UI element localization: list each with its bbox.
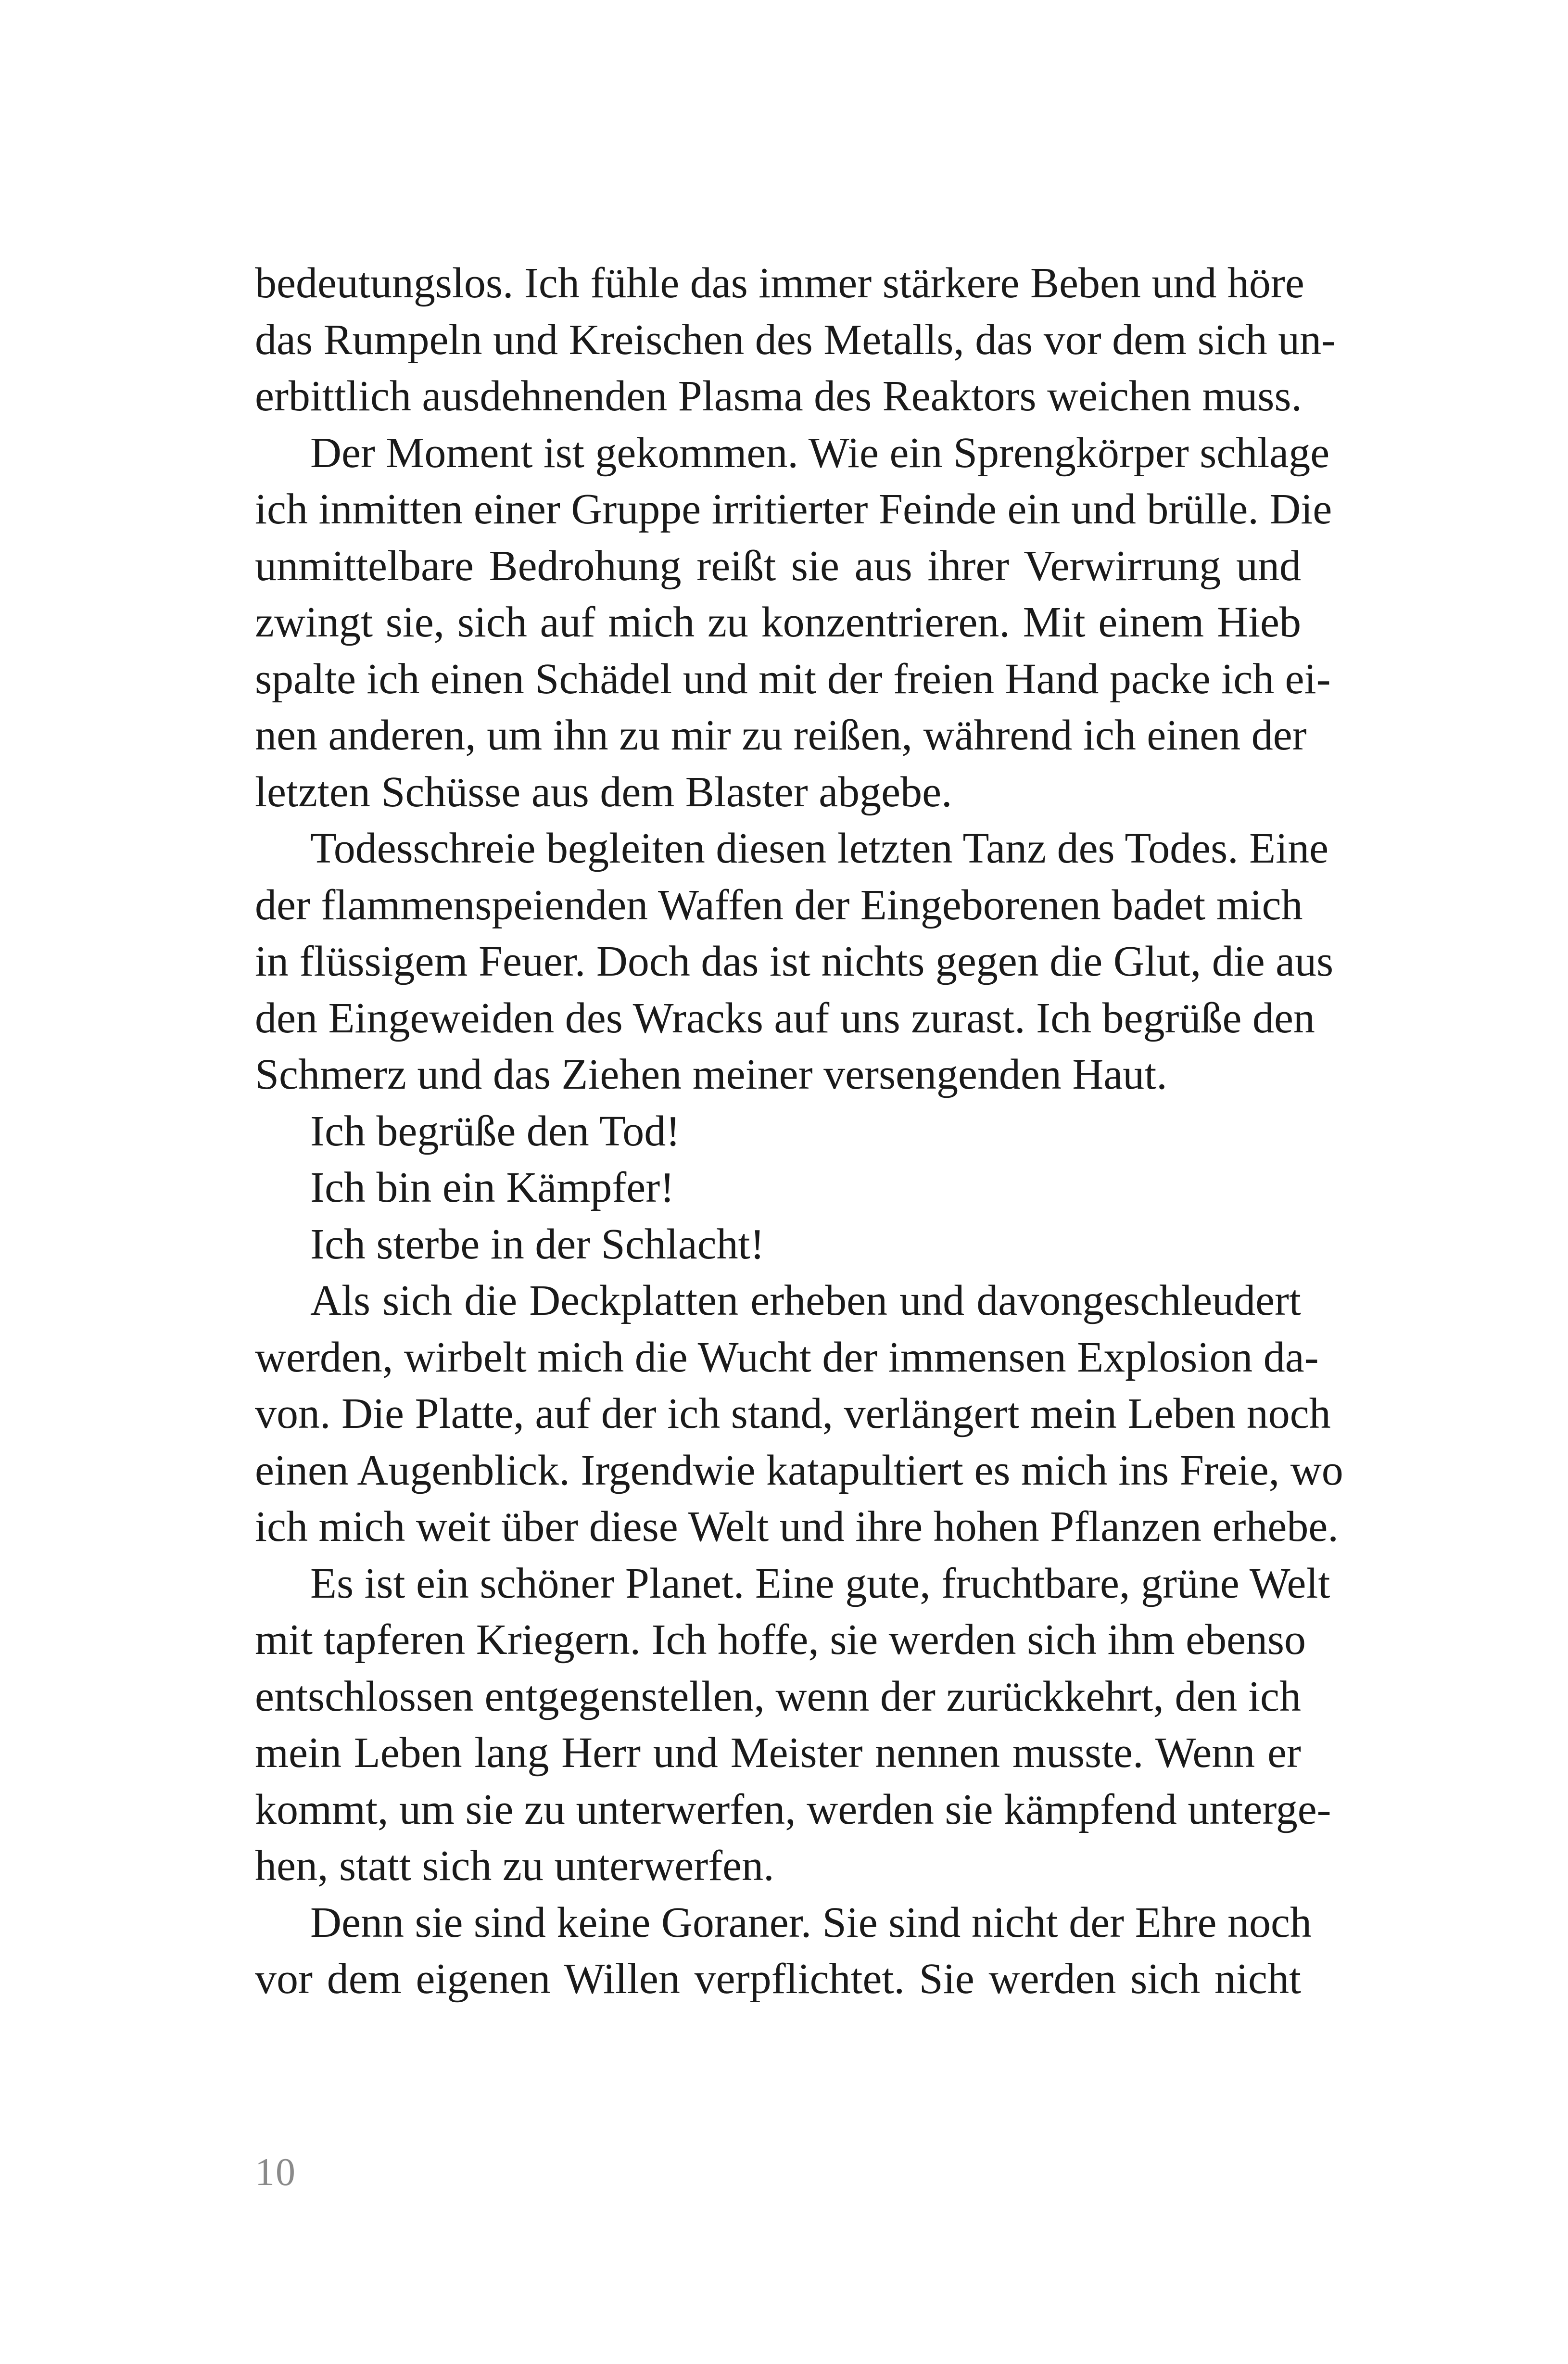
text-line: nen anderen, um ihn zu mir zu reißen, während ich einen der — [255, 712, 1307, 759]
text-line: einen Augenblick. Irgendwie katapultiert es mich ins Freie, wo — [255, 1446, 1343, 1494]
text-line: vor dem eigenen Willen verpflichtet. Sie werden sich nicht — [255, 1955, 1301, 2003]
paragraph — [255, 1103, 1301, 1160]
text-line: das Rumpeln und Kreischen des Metalls, das vor dem sich un- — [255, 316, 1336, 364]
text-line: zwingt sie, sich auf mich zu konzentrieren. Mit einem Hieb — [255, 598, 1301, 646]
text-line: mit tapferen Kriegern. Ich hoffe, sie werden sich ihm ebenso — [255, 1616, 1306, 1664]
paragraph — [255, 425, 1332, 821]
text-line: spalte ich einen Schädel und mit der freien Hand packe ich ei- — [255, 655, 1331, 703]
paragraph — [255, 255, 1336, 425]
paragraph — [255, 1555, 1331, 1894]
body-text — [255, 255, 1343, 2008]
text-line: hen, statt sich zu unterwerfen. — [255, 1842, 774, 1890]
text-line: entschlossen entgegenstellen, wenn der zurückkehrt, den ich — [255, 1672, 1301, 1720]
text-line: mein Leben lang Herr und Meister nennen musste. Wenn er — [255, 1729, 1301, 1777]
page-number: 10 — [255, 2150, 296, 2194]
text-line: Denn sie sind keine Goraner. Sie sind nicht der Ehre noch — [310, 1898, 1312, 1946]
text-line: Ich sterbe in der Schlacht! — [310, 1220, 765, 1268]
text-line: Todesschreie begleiten diesen letzten Tanz des Todes. Eine — [310, 825, 1329, 872]
text-line: der flammenspeienden Waffen der Eingeborenen badet mich — [255, 881, 1303, 929]
text-line: werden, wirbelt mich die Wucht der immensen Explosion da- — [255, 1333, 1319, 1381]
text-line: unmittelbare Bedrohung reißt sie aus ihrer Verwirrung und — [255, 542, 1301, 590]
text-line: kommt, um sie zu unterwerfen, werden sie kämpfend unterge- — [255, 1785, 1331, 1833]
paragraph — [255, 820, 1334, 1103]
text-line: Ich bin ein Kämpfer! — [310, 1164, 675, 1211]
text-line: Es ist ein schöner Planet. Eine gute, fruchtbare, grüne Welt — [310, 1559, 1330, 1607]
text-line: letzten Schüsse aus dem Blaster abgebe. — [255, 768, 952, 816]
paragraph — [255, 1159, 1301, 1216]
text-line: Ich begrüße den Tod! — [310, 1107, 681, 1155]
text-line: Der Moment ist gekommen. Wie ein Sprengkörper schlage — [310, 429, 1330, 477]
text-line: von. Die Platte, auf der ich stand, verlängert mein Leben noch — [255, 1390, 1331, 1437]
text-line: bedeutungslos. Ich fühle das immer stärkere Beben und höre — [255, 259, 1304, 307]
paragraph — [255, 1894, 1312, 2008]
text-line: Schmerz und das Ziehen meiner versengenden Haut. — [255, 1051, 1167, 1098]
text-line: ich mich weit über diese Welt und ihre hohen Pflanzen erhebe. — [255, 1503, 1339, 1551]
text-line: in flüssigem Feuer. Doch das ist nichts gegen die Glut, die aus — [255, 938, 1334, 985]
paragraph — [255, 1272, 1343, 1555]
paragraph — [255, 1216, 1301, 1273]
text-line: Als sich die Deckplatten erheben und davongeschleudert — [310, 1277, 1301, 1324]
text-line: den Eingeweiden des Wracks auf uns zurast. Ich begrüße den — [255, 994, 1315, 1042]
text-line: ich inmitten einer Gruppe irritierter Feinde ein und brülle. Die — [255, 485, 1332, 533]
text-line: erbittlich ausdehnenden Plasma des Reaktors weichen muss. — [255, 372, 1302, 420]
